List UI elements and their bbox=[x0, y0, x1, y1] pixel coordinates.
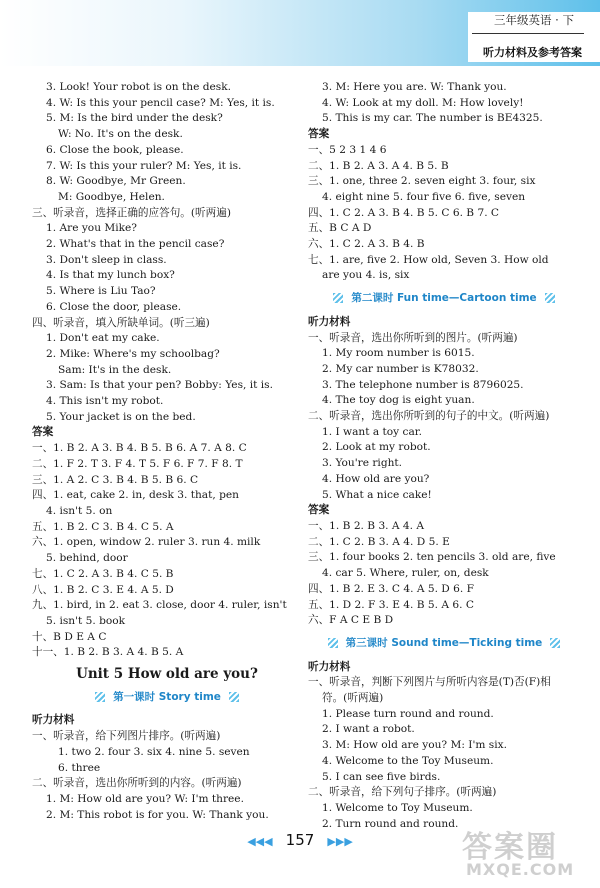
section-heading: 答案 bbox=[308, 504, 330, 517]
text-line: 4. W: Is this your pencil case? M: Yes, it is. bbox=[46, 96, 275, 109]
text-line: 5. I can see five birds. bbox=[322, 770, 441, 783]
text-line: 五、1. D 2. F 3. E 4. B 5. A 6. C bbox=[308, 598, 474, 611]
text-line: 2. Look at my robot. bbox=[322, 441, 431, 454]
text-line: 6. Close the book, please. bbox=[46, 143, 184, 156]
text-line: 十一、1. B 2. B 3. A 4. B 5. A bbox=[32, 646, 184, 659]
text-line: 二、1. C 2. B 3. A 4. D 5. E bbox=[308, 535, 450, 548]
text-line: 4. The toy dog is eight yuan. bbox=[322, 394, 475, 407]
text-line: 3. M: How old are you? M: I'm six. bbox=[322, 739, 507, 752]
text-line: 二、听录音，选出你所听到的句子的中文。(听两遍) bbox=[308, 410, 550, 423]
text-line: 4. eight nine 5. four five 6. five, seven bbox=[322, 190, 526, 203]
text-line: 十、B D E A C bbox=[32, 630, 107, 643]
text-line: 一、听录音，判断下列图片与所听内容是(T)否(F)相 bbox=[308, 676, 551, 689]
text-line: 六、1. open, window 2. ruler 3. run 4. milk bbox=[32, 536, 261, 549]
text-line: 一、听录音，选出你所听到的图片。(听两遍) bbox=[308, 331, 518, 344]
text-line: 三、1. A 2. C 3. B 4. B 5. B 6. C bbox=[32, 473, 199, 486]
text-line: 一、听录音，给下列图片排序。(听两遍) bbox=[32, 730, 221, 743]
text-line: 四、听录音，填入所缺单词。(听三遍) bbox=[32, 316, 210, 329]
unit-title: Unit 5 How old are you? bbox=[76, 666, 258, 683]
text-line: 5. Your jacket is on the bed. bbox=[46, 410, 196, 423]
text-line: 3. Don't sleep in class. bbox=[46, 253, 167, 266]
text-line: 4. This isn't my robot. bbox=[46, 395, 164, 408]
text-line: 1. Welcome to Toy Museum. bbox=[322, 801, 473, 814]
text-line: 4. Welcome to the Toy Museum. bbox=[322, 754, 494, 767]
text-line: 2. Mike: Where's my schoolbag? bbox=[46, 347, 220, 360]
lesson-heading bbox=[308, 291, 580, 307]
text-line: 1. M: How old are you? W: I'm three. bbox=[46, 792, 244, 805]
text-line: 1. Please turn round and round. bbox=[322, 707, 494, 720]
text-line: 七、1. C 2. A 3. B 4. C 5. B bbox=[32, 567, 174, 580]
text-line: 4. isn't 5. on bbox=[46, 504, 113, 517]
text-line: 2. I want a robot. bbox=[322, 723, 415, 736]
text-line: 五、B C A D bbox=[308, 222, 372, 235]
right-column bbox=[308, 80, 580, 832]
text-line: 一、1. B 2. B 3. A 4. A bbox=[308, 519, 425, 532]
text-line: 四、1. B 2. E 3. C 4. A 5. D 6. F bbox=[308, 582, 474, 595]
text-line: 2. Turn round and round. bbox=[322, 817, 459, 830]
text-line: 一、1. B 2. A 3. B 4. B 5. B 6. A 7. A 8. C bbox=[32, 442, 247, 455]
text-line: 四、1. eat, cake 2. in, desk 3. that, pen bbox=[32, 489, 239, 502]
text-line: 二、1. B 2. A 3. A 4. B 5. B bbox=[308, 159, 449, 172]
stripe-icon bbox=[95, 692, 105, 702]
text-line: 3. M: Here you are. W: Thank you. bbox=[322, 81, 507, 93]
text-line: 4. car 5. Where, ruler, on, desk bbox=[322, 567, 489, 580]
stripe-icon bbox=[328, 638, 338, 648]
text-line: 4. Is that my lunch box? bbox=[46, 269, 175, 282]
text-line: 4. How old are you? bbox=[322, 472, 430, 485]
section-heading: 答案 bbox=[308, 128, 330, 141]
text-line: 3. You're right. bbox=[322, 457, 403, 470]
lesson-heading bbox=[308, 636, 580, 652]
section-heading: 答案 bbox=[32, 426, 54, 439]
text-line: Sam: It's in the desk. bbox=[58, 363, 172, 376]
text-line: 5. M: Is the bird under the desk? bbox=[46, 112, 223, 125]
text-line: 九、1. bird, in 2. eat 3. close, door 4. ruler, isn't bbox=[32, 599, 287, 612]
text-line: 3. The telephone number is 8796025. bbox=[322, 378, 524, 391]
text-line: 1. I want a toy car. bbox=[322, 425, 423, 438]
stripe-icon bbox=[333, 293, 343, 303]
text-line: are you 4. is, six bbox=[322, 269, 410, 282]
next-arrows-icon: ▶▶▶ bbox=[327, 835, 353, 848]
left-column bbox=[32, 80, 302, 823]
stripe-icon bbox=[545, 293, 555, 303]
text-line: 一、5 2 3 1 4 6 bbox=[308, 143, 387, 156]
text-line: 2. My car number is K78032. bbox=[322, 362, 479, 375]
text-line: 五、1. B 2. C 3. B 4. C 5. A bbox=[32, 520, 174, 533]
text-line: 3. Sam: Is that your pen? Bobby: Yes, it is. bbox=[46, 379, 273, 392]
text-line: 5. Where is Liu Tao? bbox=[46, 285, 156, 298]
lesson-title: 第二课时 Fun time—Cartoon time bbox=[351, 292, 537, 305]
watermark-logo-text: 答案圈 bbox=[462, 830, 558, 865]
text-line: 1. My room number is 6015. bbox=[322, 347, 475, 360]
stripe-icon bbox=[229, 692, 239, 702]
text-line: W: No. It's on the desk. bbox=[58, 128, 183, 141]
text-line: 3. Look! Your robot is on the desk. bbox=[46, 81, 231, 93]
text-line: 7. W: Is this your ruler? M: Yes, it is. bbox=[46, 159, 242, 172]
text-line: 2. M: This robot is for you. W: Thank you. bbox=[46, 808, 269, 821]
header-divider bbox=[472, 33, 584, 34]
page-header bbox=[0, 0, 600, 66]
watermark-site: MXQE.COM bbox=[466, 860, 575, 879]
watermark bbox=[462, 822, 594, 882]
book-title: 三年级英语 · 下 bbox=[494, 13, 574, 27]
text-line: 5. isn't 5. book bbox=[46, 614, 126, 627]
stripe-icon bbox=[550, 638, 560, 648]
page-number: 157 bbox=[285, 831, 315, 849]
text-line: 八、1. B 2. C 3. E 4. A 5. D bbox=[32, 583, 174, 596]
section-title: 听力材料及参考答案 bbox=[483, 46, 582, 59]
text-line: 二、听录音，选出你所听到的内容。(听两遍) bbox=[32, 777, 242, 790]
text-line: 1. Are you Mike? bbox=[46, 222, 137, 235]
text-line: 符。(听两遍) bbox=[322, 692, 384, 705]
text-line: 6. three bbox=[58, 761, 101, 774]
prev-arrows-icon: ◀◀◀ bbox=[247, 835, 273, 848]
text-line: 四、1. C 2. A 3. B 4. B 5. C 6. B 7. C bbox=[308, 206, 500, 219]
text-line: 二、1. F 2. T 3. F 4. T 5. F 6. F 7. F 8. T bbox=[32, 457, 243, 470]
section-heading: 听力材料 bbox=[308, 660, 351, 673]
text-line: 六、1. C 2. A 3. B 4. B bbox=[308, 238, 425, 251]
section-heading: 听力材料 bbox=[32, 714, 75, 727]
text-line: 三、听录音，选择正确的应答句。(听两遍) bbox=[32, 206, 231, 219]
text-line: 六、F A C E B D bbox=[308, 614, 394, 627]
text-line: 七、1. are, five 2. How old, Seven 3. How old bbox=[308, 253, 549, 266]
text-line: 6. Close the door, please. bbox=[46, 300, 182, 313]
lesson-title: 第一课时 Story time bbox=[113, 690, 221, 703]
lesson-title: 第三课时 Sound time—Ticking time bbox=[345, 636, 543, 649]
text-line: 8. W: Goodbye, Mr Green. bbox=[46, 175, 186, 188]
text-line: 三、1. four books 2. ten pencils 3. old are, five bbox=[308, 551, 556, 564]
text-line: 5. This is my car. The number is BE4325. bbox=[322, 112, 543, 125]
text-line: 2. What's that in the pencil case? bbox=[46, 238, 225, 251]
text-line: 5. What a nice cake! bbox=[322, 488, 432, 501]
text-line: 二、听录音，给下列句子排序。(听两遍) bbox=[308, 786, 497, 799]
lesson-heading bbox=[32, 690, 302, 706]
text-line: 1. Don't eat my cake. bbox=[46, 332, 160, 345]
text-line: M: Goodbye, Helen. bbox=[58, 190, 165, 203]
text-line: 1. two 2. four 3. six 4. nine 5. seven bbox=[58, 745, 250, 758]
section-heading: 听力材料 bbox=[308, 315, 351, 328]
text-line: 5. behind, door bbox=[46, 552, 128, 565]
text-line: 三、1. one, three 2. seven eight 3. four, six bbox=[308, 175, 536, 188]
text-line: 4. W: Look at my doll. M: How lovely! bbox=[322, 96, 524, 109]
